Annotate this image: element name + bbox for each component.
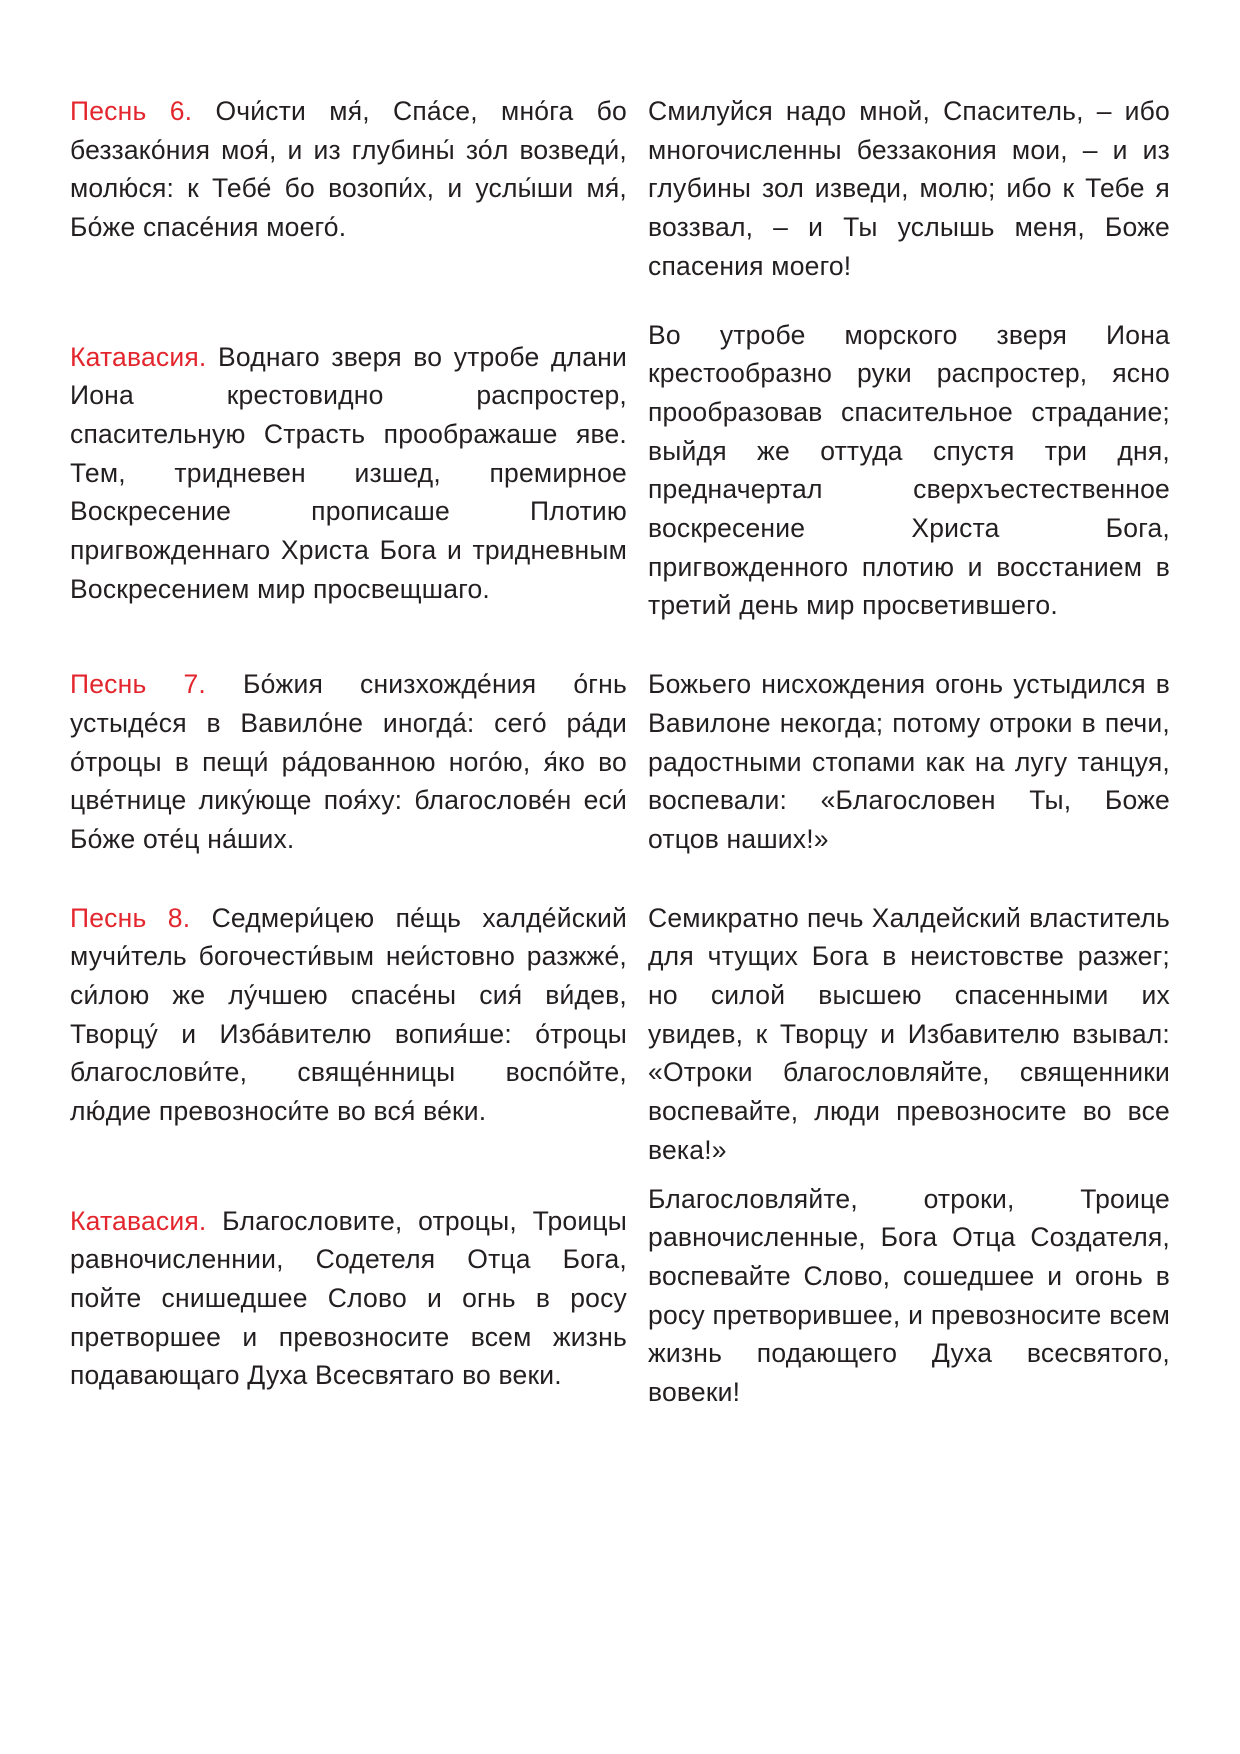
russian-translation: Благословляйте, отроки, Троице равночисленные, Бога Отца Создателя, воспевайте Слово, сошедшее и огонь в росу претворившее, и превозносите всем жизнь подающего Духа всесвятого, вовеки!	[648, 1183, 1170, 1408]
section-label: Катавасия.	[70, 1205, 207, 1236]
section-label: Песнь 8.	[70, 902, 191, 933]
slavonic-text	[70, 92, 627, 247]
section-song-7	[70, 665, 1170, 859]
section-song-6	[70, 92, 1170, 286]
prayer-text-page	[70, 92, 1170, 1412]
slavonic-text	[70, 665, 627, 859]
section-katavasia-8	[70, 1180, 1170, 1412]
slavonic-body: Воднаго зверя во утробе длани Иона крестовидно распростер, спасительную Страсть прообpажаше яве. Тем, тридневен изшед, премирное Воскресение прописаше Плотию пригвожденнаго Христа Бога и тридневным Воскресением мир просвещшаго.	[70, 341, 627, 604]
slavonic-body: Благословите, отроцы, Троицы равночисленнии, Содетеля Отца Бога, пойте снишедшее Слово и огнь в росу претворшее и превозносите всем жизнь подавающаго Духа Всесвятаго во веки.	[70, 1205, 627, 1391]
slavonic-body: Седмери́цею пе́щь халде́йский мучи́тель богочести́вым неи́стовно разжже́, си́лою же лу́чшею спасе́ны сия́ ви́дев, Творцу́ и Изба́вителю вопия́ше: о́троцы благослови́те, свяще́нницы воспо́йте, лю́дие превозноси́те во вся́ ве́ки.	[70, 902, 627, 1127]
slavonic-text	[70, 1202, 627, 1396]
slavonic-text	[70, 338, 627, 609]
section-label: Песнь 7.	[70, 669, 206, 700]
section-label: Катавасия.	[70, 341, 207, 372]
russian-translation: Божьего нисхождения огонь устыдился в Вавилоне некогда; потому отроки в печи, радостными стопами как на лугу танцуя, воспевали: «Благословен Ты, Боже отцов наших!»	[648, 669, 1170, 854]
slavonic-body: Очи́сти мя́, Спа́се, мно́га бо беззако́ния моя́, и из глубины́ зо́л возведи́, молю́ся: к Тебе́ бо возопи́х, и услы́ши мя́, Бо́же спасе́ния моего́.	[70, 96, 627, 243]
russian-translation: Смилуйся надо мной, Спаситель, – ибо многочисленны беззакония мои, – и из глубины зол изведи, молю; ибо к Тебе я воззвал, – и Ты услышь меня, Боже спасения моего!	[648, 96, 1170, 281]
section-label: Песнь 6.	[70, 96, 193, 126]
section-song-8	[70, 899, 1170, 1170]
slavonic-text	[70, 899, 627, 1131]
russian-translation: Семикратно печь Халдейский властитель для чтущих Бога в неистовстве разжег; но силой высшею спасенными их увидев, к Творцу и Избавителю взывал: «Отроки благословляйте, священники воспевайте, люди превозносите во все века!»	[648, 902, 1170, 1165]
slavonic-body: Бо́жия снизхожде́ния о́гнь устыде́ся в Вавило́не иногда́: сего́ ра́ди о́троцы в пещи́ ра́дованною ного́ю, я́ко во цве́тнице лику́юще поя́ху: благослове́н еси́ Бо́же оте́ц на́ших.	[70, 669, 627, 854]
russian-translation: Во утробе морского зверя Иона крестообразно руки распростер, ясно прообразовав спасительное страдание; выйдя же оттуда спустя три дня, предначертал сверхъестественное воскресение Христа Бога, пригвожденного плотию и восстанием в третий день мир просветившего.	[648, 319, 1170, 621]
section-katavasia-6	[70, 316, 1170, 626]
